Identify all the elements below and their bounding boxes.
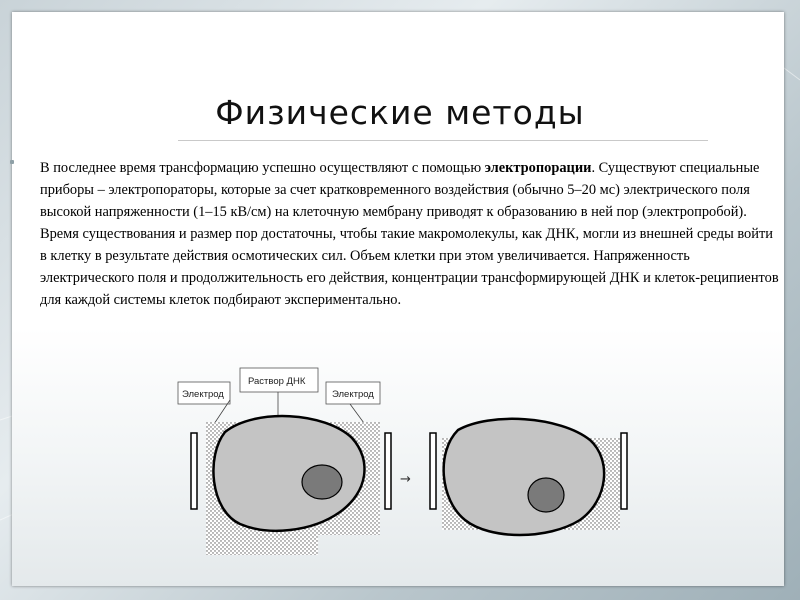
paragraph-pores: Время существования и размер пор достаточны, чтобы такие макромолекулы, как ДНК, могли из внешней среды войти в клетку в результате действия осмотических сил. Объем клетки при этом увеличивается. Напряженность электрического поля и продолжительность его действия, концентрации трансформирующей ДНК и клеток-реципиентов для каждой системы клеток подбирают экспериментально. bbox=[40, 226, 779, 308]
nucleus-after bbox=[528, 478, 564, 512]
nucleus-before bbox=[302, 465, 342, 499]
electrode-right-plate-after bbox=[621, 433, 627, 509]
electrode-left-plate bbox=[191, 433, 197, 509]
electrode-left-plate-after bbox=[430, 433, 436, 509]
label-electrode-left bbox=[178, 382, 230, 404]
body-text bbox=[40, 157, 780, 311]
slide-title: Физические методы bbox=[215, 93, 585, 132]
svg-text:Раствор ДНК: Раствор ДНК bbox=[248, 376, 306, 387]
transition-arrow: → bbox=[400, 472, 411, 487]
svg-text:Электрод: Электрод bbox=[332, 389, 374, 400]
bullet-marker bbox=[10, 160, 14, 164]
cell-after bbox=[444, 419, 604, 535]
electroporation-diagram bbox=[0, 360, 800, 560]
paragraph-electroporation bbox=[40, 157, 780, 223]
electrode-right-plate bbox=[385, 433, 391, 509]
label-electrode-right bbox=[326, 382, 380, 404]
term-electroporation: электропорации bbox=[484, 160, 592, 176]
paragraph1-rest: . Существуют специальные приборы – электропораторы, которые за счет кратковременного воздействия (обычно 5–20 мс) электрического поля высокой напряженности (1–15 кВ/см) на клеточную мембрану приводят к образованию в ней пор (электропробой). bbox=[40, 160, 760, 220]
svg-text:Электрод: Электрод bbox=[182, 389, 224, 400]
label-dna-solution bbox=[240, 368, 318, 392]
title-divider bbox=[178, 140, 708, 141]
paragraph1-start: В последнее время трансформацию успешно осуществляют с помощью bbox=[40, 160, 485, 176]
